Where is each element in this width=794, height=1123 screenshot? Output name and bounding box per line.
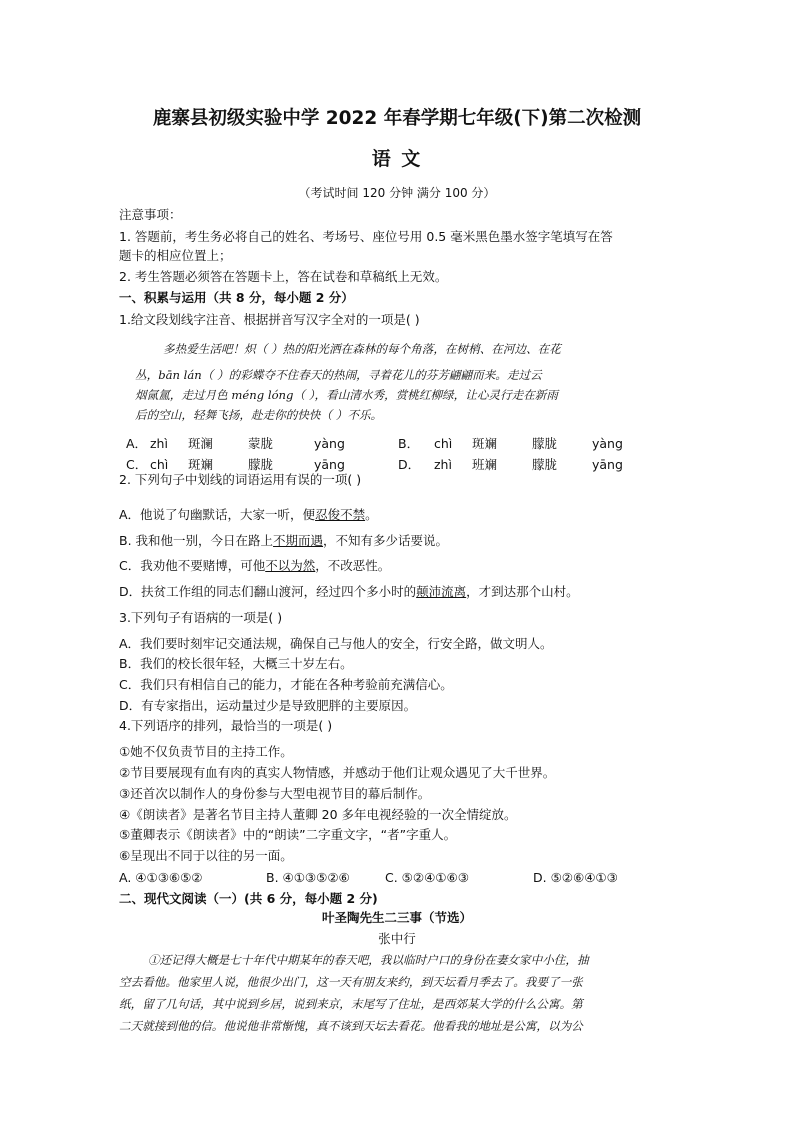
section-2-heading: 二、现代文阅读（一）(共 6 分，每小题 2 分) [119, 891, 378, 906]
q1-option-b-word-2: 朦胧 [532, 436, 558, 451]
q2-d-underlined: 颠沛流离 [416, 584, 467, 599]
q1-option-b-pinyin-1: chì [434, 436, 453, 451]
q1-option-c-letter: C． [126, 457, 148, 472]
q1-option-c-word-1: 斑斓 [188, 457, 214, 472]
q4-option-a: A. ④①③⑥⑤② [119, 870, 203, 885]
q1-option-c-word-2: 朦胧 [248, 457, 274, 472]
article-title: 叶圣陶先生二三事（节选） [321, 910, 472, 925]
q3-stem: 3.下列句子有语病的一项是( ) [119, 610, 283, 625]
q1-option-d-pinyin-2: yāng [592, 457, 623, 472]
q1-option-b-pinyin-2: yàng [592, 436, 623, 451]
q2-d-text: D．扶贫工作组的同志们翻山渡河，经过四个多小时的 [119, 584, 417, 599]
q1-option-a-pinyin-2: yàng [314, 436, 345, 451]
q1-option-a-letter: A． [126, 436, 148, 451]
article-paragraph-line-3: 纸，留了几句话，其中说到乡居，说到来京，末尾写了住址，是西郊某大学的什么公寓。第 [119, 997, 583, 1011]
q2-a-underlined: 忍俊不禁 [315, 507, 366, 522]
q2-option-d [119, 584, 579, 600]
article-paragraph-line-1: ①还记得大概是七十年代中期某年的春天吧，我以临时户口的身份在妻女家中小住，抽 [148, 953, 589, 967]
q2-c-underlined: 不以为然 [265, 558, 316, 573]
q1-option-a-word-2: 蒙胧 [248, 436, 274, 451]
q2-b-end: ，不知有多少话要说。 [323, 533, 449, 548]
exam-title: 鹿寨县初级实验中学 2022 年春学期七年级(下)第二次检测 [152, 108, 642, 129]
q3-option-b: B．我们的校长很年轻，大概三十岁左右。 [119, 656, 353, 671]
section-1-heading: 一、积累与运用（共 8 分，每小题 2 分） [119, 290, 354, 305]
q2-stem: 2. 下列句子中划线的词语运用有误的一项( ) [119, 472, 362, 487]
q4-option-c: C. ⑤②④①⑥③ [385, 870, 469, 885]
q1-option-d-pinyin-1: zhì [434, 457, 452, 472]
notes-item-2: 2. 考生答题必须答在答题卡上，答在试卷和草稿纸上无效。 [119, 269, 448, 284]
q2-b-underlined: 不期而遇 [273, 533, 324, 548]
q4-item-5: ⑤董卿表示《朗读者》中的“朗读”二字重文字，“者”字重人。 [119, 827, 457, 842]
q1-option-d-word-2: 朦胧 [532, 457, 558, 472]
q2-option-a [119, 507, 378, 523]
q2-c-end: ，不改恶性。 [315, 558, 391, 573]
q4-item-4: ④《朗读者》是著名节目主持人董卿 20 多年电视经验的一次全情绽放。 [119, 807, 517, 822]
q4-item-1: ①她不仅负责节目的主持工作。 [119, 744, 293, 759]
notes-item-1-line-1: 1. 答题前，考生务必将自己的姓名、考场号、座位号用 0.5 毫米黑色墨水签字笔填写在答 [119, 229, 613, 244]
q4-option-d: D. ⑤②⑥④①③ [533, 870, 618, 885]
q2-a-end: 。 [365, 507, 378, 522]
article-author: 张中行 [378, 931, 416, 946]
q2-d-end: ，才到达那个山村。 [466, 584, 579, 599]
q2-option-b [119, 533, 448, 549]
q4-item-6: ⑥呈现出不同于以往的另一面。 [119, 848, 293, 863]
q1-option-a-word-1: 斑澜 [188, 436, 214, 451]
notes-heading: 注意事项： [119, 207, 182, 222]
article-paragraph-line-2: 空去看他。他家里人说，他很少出门，这一天有朋友来约，到天坛看月季去了。我要了一张 [119, 975, 583, 989]
q1-passage-line-1: 多热爱生活吧！炽（ ）热的阳光洒在森林的每个角落，在树梢、在河边、在花 [163, 342, 561, 356]
q1-option-a-pinyin-1: zhì [150, 436, 168, 451]
q4-stem: 4.下列语序的排列，最恰当的一项是( ) [119, 718, 333, 733]
q1-options-row-2 [126, 457, 623, 473]
notes-item-1-line-2: 题卡的相应位置上； [119, 248, 232, 263]
q3-option-a: A．我们要时刻牢记交通法规，确保自己与他人的安全，行安全路，做文明人。 [119, 636, 553, 651]
q1-options-row-1 [126, 436, 623, 452]
q4-item-3: ③还首次以制作人的身份参与大型电视节目的幕后制作。 [119, 786, 431, 801]
q1-option-b-word-1: 斑斓 [472, 436, 498, 451]
q4-option-b: B. ④①③⑤②⑥ [266, 870, 350, 885]
q1-option-c-pinyin-2: yāng [314, 457, 345, 472]
q3-option-c: C．我们只有相信自己的能力，才能在各种考验前充满信心。 [119, 677, 453, 692]
exam-info: （考试时间 120 分钟 满分 100 分） [298, 186, 496, 200]
q2-b-text: B. 我和他一别，今日在路上 [119, 533, 274, 548]
q2-c-text: C．我劝他不要赌博，可他 [119, 558, 266, 573]
q1-option-d-letter: D． [398, 457, 421, 472]
article-paragraph-line-4: 二天就接到他的信。他说他非常惭愧，真不该到天坛去看花。他看我的地址是公寓，以为公 [119, 1019, 583, 1033]
q1-passage-line-4: 后的空山，轻舞飞扬，赴走你的快快（ ）不乐。 [135, 408, 383, 422]
q1-passage-line-2: 丛，bān lán（ ）的彩蝶夺不住春天的热闹，寻着花儿的芬芳翩翩而来。走过云 [135, 368, 542, 382]
q4-item-2: ②节目要展现有血有肉的真实人物情感，并感动于他们让观众遇见了大千世界。 [119, 765, 556, 780]
q1-passage-line-3: 烟氤氲，走过月色 méng lóng（ ），看山清水秀，赏桃红柳绿，让心灵行走在新雨 [135, 388, 558, 402]
q2-option-c [119, 558, 390, 574]
q1-stem: 1.给文段划线字注音、根据拼音写汉字全对的一项是( ) [119, 312, 420, 327]
q1-option-d-word-1: 班斓 [472, 457, 498, 472]
q2-a-text: A．他说了句幽默话，大家一听，便 [119, 507, 316, 522]
subject-title: 语 文 [371, 148, 423, 170]
q1-option-c-pinyin-1: chì [150, 457, 169, 472]
q1-option-b-letter: B． [398, 436, 420, 451]
q3-option-d: D．有专家指出，运动量过少是导致肥胖的主要原因。 [119, 698, 417, 713]
